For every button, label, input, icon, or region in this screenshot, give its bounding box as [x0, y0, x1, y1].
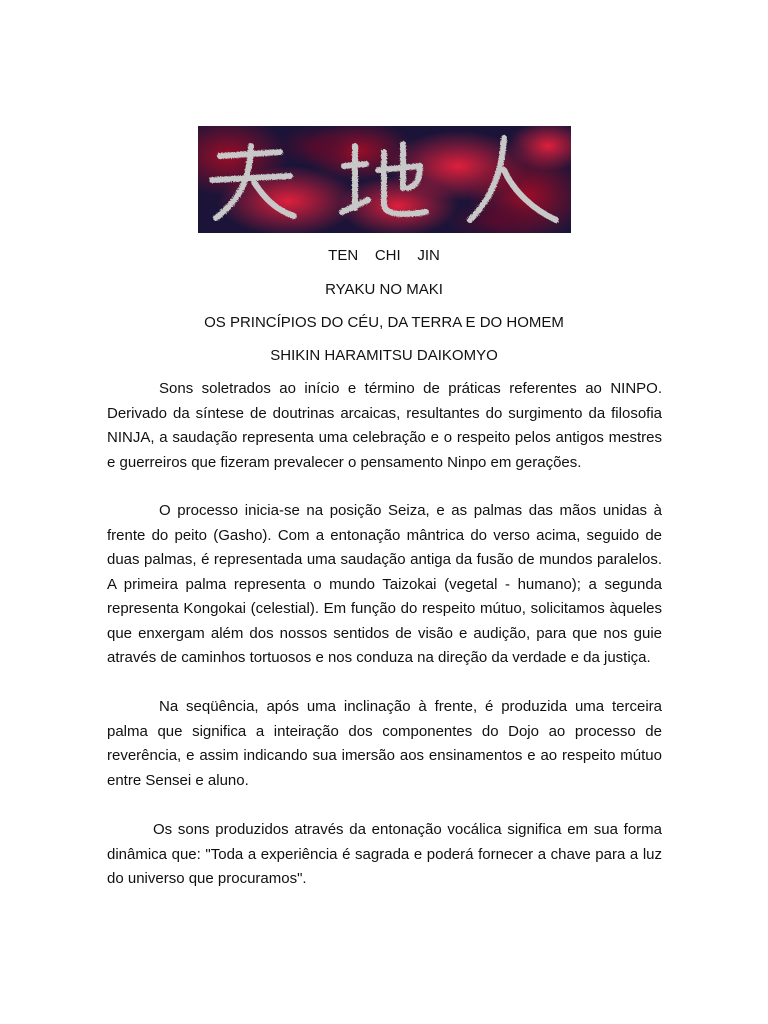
heading-ten-chi-jin: TEN CHI JIN [328, 247, 440, 264]
paragraph-4: Os sons produzidos através da entonação vocálica significa em sua forma dinâmica que: "Toda a experiência é sagrada e poderá fornecer a chave para a luz do universo que procuramos". [107, 821, 662, 887]
heading-principles: OS PRINCÍPIOS DO CÉU, DA TERRA E DO HOMEM [204, 314, 564, 331]
kanji-banner-image [198, 126, 571, 233]
heading-ryaku-no-maki: RYAKU NO MAKI [325, 281, 443, 298]
paragraph-3: Na seqüência, após uma inclinação à frente, é produzida uma terceira palma que significa a inteiração dos componentes do Dojo ao processo de reverência, e assim indicando sua imersão aos ensinamentos e ao respeito mútuo entre Sensei e aluno. [107, 698, 662, 789]
paragraph-2: O processo inicia-se na posição Seiza, e as palmas das mãos unidas à frente do peito (Gasho). Com a entonação mântrica do verso acima, seguido de duas palmas, é representada uma saudação antiga da fusão de mundos paralelos. A primeira palma representa o mundo Taizokai (vegetal - humano); a segunda representa Kongokai (celestial). Em função do respeito mútuo, solicitamos àqueles que enxergam além dos nossos sentidos de visão e audição, para que nos guie através de caminhos tortuosos e nos conduza na direção da verdade e da justiça. [107, 502, 662, 666]
heading-shikin-haramitsu: SHIKIN HARAMITSU DAIKOMYO [270, 347, 498, 364]
paragraph-1: Sons soletrados ao início e término de práticas referentes ao NINPO. Derivado da síntese de doutrinas arcaicas, resultantes do surgimento da filosofia NINJA, a saudação representa uma celebração e o respeito pelos antigos mestres e guerreiros que fizeram prevalecer o pensamento Ninpo em gerações. [107, 380, 662, 471]
